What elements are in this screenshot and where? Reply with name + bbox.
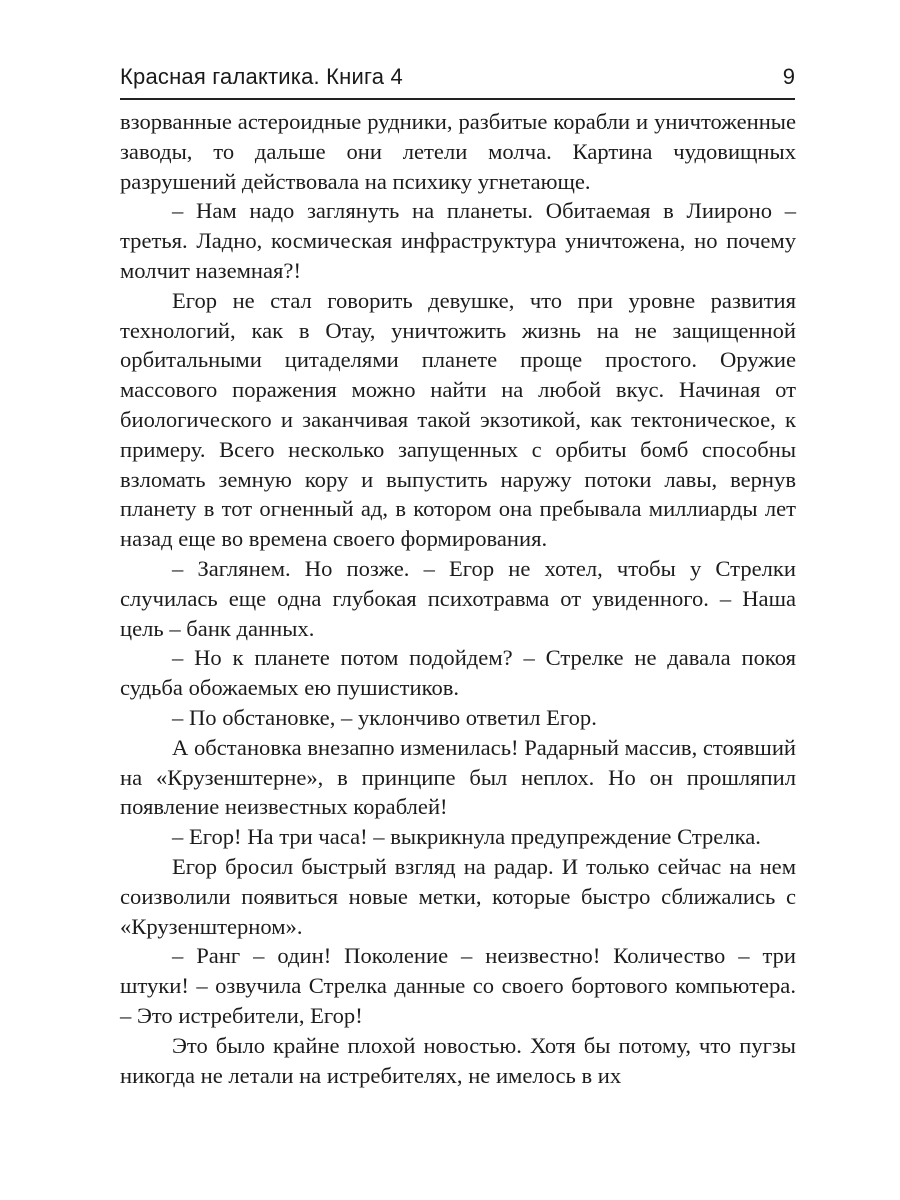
paragraph: взорванные астероидные рудники, разбитые корабли и уничтоженные заводы, то дальше они летели молча. Картина чудовищных разрушений действовала на психику угнетающе. [120,109,796,194]
paragraph: Егор не стал говорить девушке, что при уровне развития технологий, как в Отау, уничтожить жизнь на не защищенной орбитальными цитаделями планете проще простого. Оружие массового поражения можно найти на любой вкус. Начиная от биологического и заканчивая такой экзотикой, как тектоническое, к примеру. Всего несколько запущенных с орбиты бомб способны взломать земную кору и выпустить наружу потоки лавы, вернув планету в тот огненный ад, в котором она пребывала миллиарды лет назад еще во времена своего формирования. [120,287,796,552]
paragraph: – Нам надо заглянуть на планеты. Обитаемая в Лиироно – третья. Ладно, космическая инфраструктура уничтожена, но почему молчит наземная?! [120,198,796,283]
book-title: Красная галактика. Книга 4 [120,64,403,89]
paragraph: – По обстановке, – уклончиво ответил Егор. [172,704,597,730]
paragraph: Егор бросил быстрый взгляд на радар. И только сейчас на нем соизволили появиться новые метки, которые быстро сближались с «Крузенштерном». [120,853,796,939]
paragraph: Это было крайне плохой новостью. Хотя бы потому, что пугзы никогда не летали на истребителях, не имелось в их [120,1032,796,1088]
paragraph: – Егор! На три часа! – выкрикнула предупреждение Стрелка. [172,824,761,850]
page-body [120,107,796,1090]
paragraph: – Ранг – один! Поколение – неизвестно! Количество – три штуки! – озвучила Стрелка данные со своего бортового компьютера. – Это истребители, Егор! [120,943,796,1028]
page-number: 9 [782,64,795,89]
header-rule [120,98,795,100]
paragraph: – Но к планете потом подойдем? – Стрелке не давала покоя судьба обожаемых ею пушистиков. [120,645,796,701]
paragraph: – Заглянем. Но позже. – Егор не хотел, чтобы у Стрелки случилась еще одна глубокая психотравма от увиденного. – Наша цель – банк данных. [120,555,796,641]
paragraph: А обстановка внезапно изменилась! Радарный массив, стоявший на «Крузенштерне», в принципе был неплох. Но он прошляпил появление неизвестных кораблей! [120,734,797,820]
running-header [120,62,795,96]
